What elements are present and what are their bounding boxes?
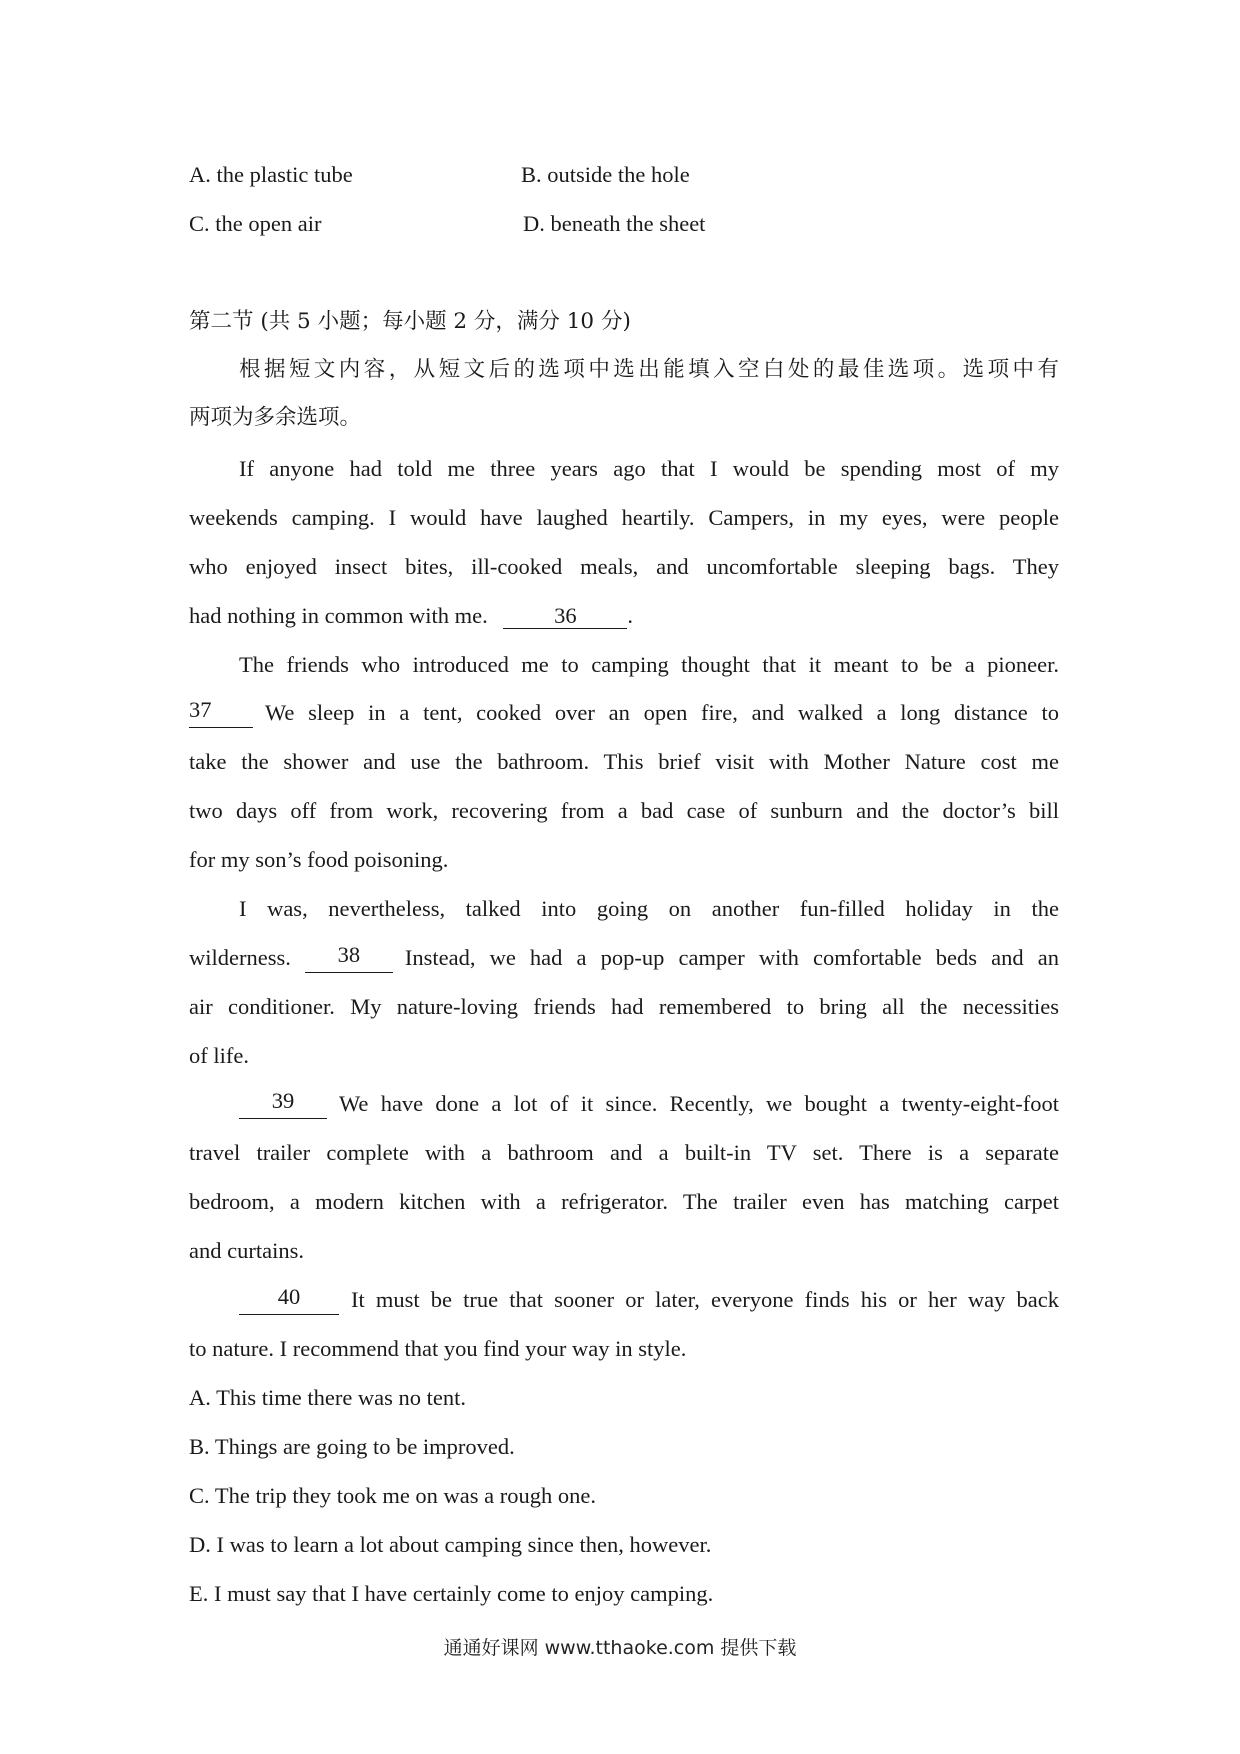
answer-blank-37: 37 — [189, 698, 253, 728]
choice-d: D. I was to learn a lot about camping since then, however. — [189, 1532, 712, 1557]
prev-option-a: A. the plastic tube — [189, 162, 353, 187]
passage-p3-line4: of life. — [189, 1043, 249, 1068]
choice-c: C. The trip they took me on was a rough one. — [189, 1483, 597, 1508]
passage-p4-line3: bedroom, a modern kitchen with a refrigerator. The trailer even has matching carpet — [189, 1189, 1059, 1214]
choice-a: A. This time there was no tent. — [189, 1385, 467, 1410]
choice-e: E. I must say that I have certainly come to enjoy camping. — [189, 1581, 714, 1606]
passage-p3-line1: I was, nevertheless, talked into going on another fun-filled holiday in the — [239, 896, 1059, 921]
passage-p1-line2: weekends camping. I would have laughed heartily. Campers, in my eyes, were people — [189, 505, 1059, 530]
answer-blank-36: 36 — [503, 604, 627, 629]
passage-p2-line3: take the shower and use the bathroom. This brief visit with Mother Nature cost me — [189, 749, 1059, 774]
passage-text: We sleep in a tent, cooked over an open fire, and walked a long distance to — [265, 700, 1059, 725]
passage-p5-line2: to nature. I recommend that you find your way in style. — [189, 1336, 687, 1361]
page-footer: 通通好课网 www.tthaoke.com 提供下载 — [443, 1637, 797, 1659]
answer-blank-39: 39 — [239, 1089, 327, 1119]
passage-p1-line1: If anyone had told me three years ago that I would be spending most of my — [239, 456, 1059, 481]
passage-text: We have done a lot of it since. Recently, we bought a twenty-eight-foot — [339, 1091, 1059, 1116]
prev-option-d: D. beneath the sheet — [523, 211, 706, 236]
passage-text: had nothing in common with me. — [189, 603, 488, 628]
prev-option-c: C. the open air — [189, 211, 322, 236]
passage-text: . — [627, 603, 633, 628]
section-instruction-1: 根据短文内容，从短文后的选项中选出能填入空白处的最佳选项。选项中有 — [239, 357, 1059, 382]
passage-p2-line1: The friends who introduced me to camping thought that it meant to be a pioneer. — [239, 652, 1059, 677]
passage-p4-line4: and curtains. — [189, 1238, 304, 1263]
passage-p4-line1 — [239, 1089, 1059, 1119]
answer-blank-38: 38 — [305, 943, 393, 973]
passage-p3-line3: air conditioner. My nature-loving friends had remembered to bring all the necessities — [189, 994, 1059, 1019]
passage-p2-line5: for my son’s food poisoning. — [189, 847, 449, 872]
passage-p4-line2: travel trailer complete with a bathroom and a built-in TV set. There is a separate — [189, 1140, 1059, 1165]
passage-text: It must be true that sooner or later, everyone finds his or her way back — [351, 1287, 1059, 1312]
section-heading: 第二节 (共 5 小题；每小题 2 分，满分 10 分) — [189, 309, 631, 334]
passage-text: Instead, we had a pop-up camper with comfortable beds and an — [404, 945, 1059, 970]
passage-p2-line2 — [189, 698, 1059, 728]
passage-p1-line4 — [189, 601, 633, 631]
passage-p5-line1 — [239, 1285, 1059, 1315]
passage-p1-line3: who enjoyed insect bites, ill-cooked meals, and uncomfortable sleeping bags. They — [189, 554, 1059, 579]
choice-b: B. Things are going to be improved. — [189, 1434, 515, 1459]
passage-p2-line4: two days off from work, recovering from a bad case of sunburn and the doctor’s bill — [189, 798, 1059, 823]
prev-option-b: B. outside the hole — [521, 162, 690, 187]
answer-blank-40: 40 — [239, 1285, 339, 1315]
passage-p3-line2 — [189, 943, 1059, 973]
passage-text: wilderness. — [189, 945, 291, 970]
section-instruction-2: 两项为多余选项。 — [189, 405, 362, 430]
